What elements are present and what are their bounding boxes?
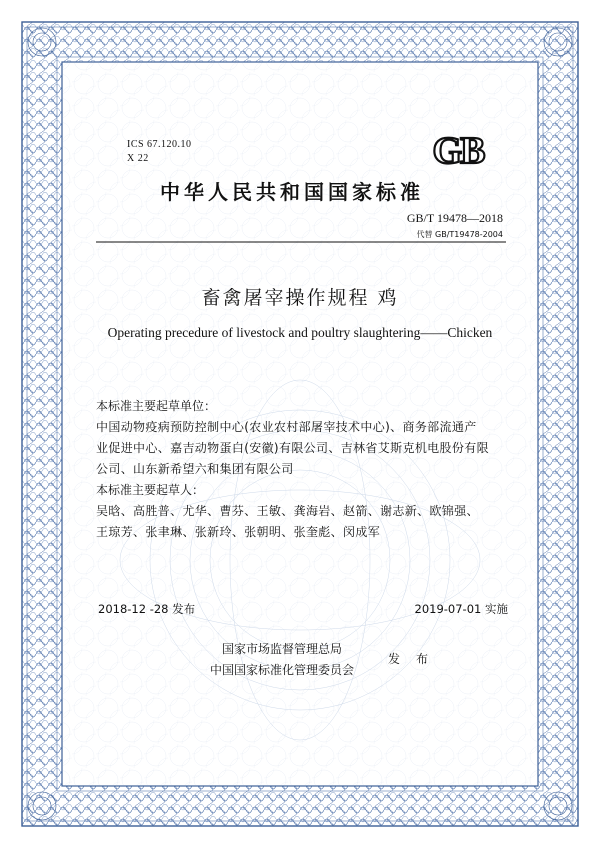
gb-logo [418, 132, 498, 168]
drafting-persons-heading: 本标准主要起草人： [96, 483, 205, 497]
standard-number: GB/T 19478—2018 [406, 211, 503, 225]
issuing-authority: 国家市场监督管理总局 [221, 642, 342, 656]
issue-action: 发 布 [388, 652, 431, 666]
document-title-cn: 畜禽屠宰操作规程 鸡 [201, 287, 399, 309]
drafting-persons-line: 王琼芳、张聿琳、张新玲、张朝明、张奎彪、闵成军 [96, 525, 381, 539]
document-title-en: Operating precedure of livestock and poultry slaughtering——Chicken [107, 325, 493, 340]
drafting-units-heading: 本标准主要起草单位： [96, 399, 217, 413]
implementation-date: 2019-07-01 实施 [414, 602, 508, 616]
drafting-units-line: 业促进中心、嘉吉动物蛋白(安徽)有限公司、吉林省艾斯克机电股份有限 [96, 441, 489, 455]
gb-logo-text: GB [432, 132, 484, 168]
replaces-note: 代替 GB/T19478-2004 [416, 230, 503, 239]
drafting-units-line: 公司、山东新希望六和集团有限公司 [96, 462, 294, 476]
ics-code: ICS 67.120.10 [127, 139, 192, 150]
drafting-units-line: 中国动物疫病预防控制中心(农业农村部屠宰技术中心)、商务部流通产 [96, 420, 477, 434]
ccs-code: X 22 [127, 153, 149, 164]
drafting-persons-line: 吴晗、高胜普、尤华、曹芬、王敏、龚海岩、赵箭、谢志新、欧锦强、 [96, 504, 479, 518]
issue-date: 2018-12 -28 发布 [98, 602, 196, 616]
standard-title: 中华人民共和国国家标准 [160, 180, 424, 204]
issuing-authority: 中国国家标准化管理委员会 [209, 663, 354, 677]
